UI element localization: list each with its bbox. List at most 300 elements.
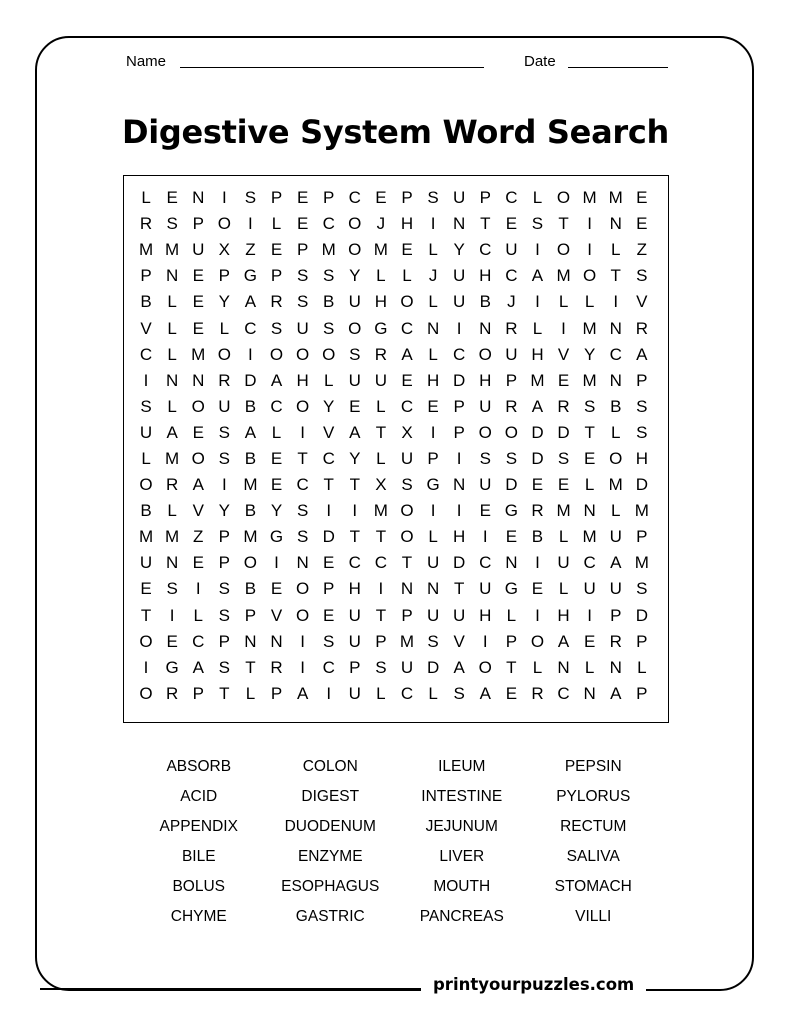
- grid-letter[interactable]: P: [218, 527, 230, 547]
- grid-letter[interactable]: M: [634, 501, 649, 521]
- grid-letter[interactable]: P: [636, 370, 648, 390]
- grid-letter[interactable]: P: [270, 683, 283, 703]
- grid-letter[interactable]: L: [611, 240, 621, 260]
- grid-letter[interactable]: M: [165, 448, 180, 468]
- grid-letter[interactable]: E: [557, 370, 570, 390]
- grid-letter[interactable]: N: [479, 318, 492, 338]
- grid-letter[interactable]: V: [192, 501, 204, 521]
- grid-letter[interactable]: M: [582, 318, 597, 338]
- grid-letter[interactable]: T: [245, 657, 256, 677]
- grid-letter[interactable]: I: [561, 318, 566, 338]
- grid-letter[interactable]: S: [531, 214, 544, 234]
- grid-letter[interactable]: T: [506, 657, 517, 677]
- grid-letter[interactable]: S: [296, 527, 309, 547]
- grid-letter[interactable]: E: [505, 214, 518, 234]
- grid-letter[interactable]: O: [322, 344, 336, 364]
- grid-letter[interactable]: E: [531, 579, 544, 599]
- grid-letter[interactable]: U: [374, 370, 388, 390]
- grid-letter[interactable]: B: [140, 501, 152, 521]
- grid-letter[interactable]: L: [532, 318, 543, 338]
- grid-letter[interactable]: P: [505, 631, 518, 651]
- grid-letter[interactable]: P: [505, 370, 518, 390]
- grid-letter[interactable]: C: [400, 683, 414, 703]
- grid-letter[interactable]: C: [244, 318, 257, 338]
- grid-letter[interactable]: L: [584, 657, 595, 677]
- grid-letter[interactable]: L: [428, 683, 438, 703]
- grid-letter[interactable]: X: [218, 240, 230, 260]
- grid-letter[interactable]: O: [295, 579, 310, 599]
- grid-letter[interactable]: S: [218, 579, 230, 599]
- grid-letter[interactable]: C: [296, 475, 309, 495]
- grid-letter[interactable]: N: [400, 579, 414, 599]
- grid-letter[interactable]: X: [375, 475, 387, 495]
- grid-letter[interactable]: T: [323, 475, 334, 495]
- grid-letter[interactable]: U: [453, 188, 466, 208]
- grid-letter[interactable]: P: [296, 240, 309, 260]
- grid-letter[interactable]: R: [166, 475, 179, 495]
- grid-letter[interactable]: L: [376, 266, 386, 286]
- grid-letter[interactable]: Y: [453, 240, 465, 260]
- grid-letter[interactable]: T: [219, 683, 230, 703]
- grid-letter[interactable]: D: [505, 475, 518, 495]
- grid-letter[interactable]: G: [165, 657, 179, 677]
- grid-letter[interactable]: R: [270, 292, 283, 312]
- grid-letter[interactable]: J: [507, 292, 516, 312]
- grid-letter[interactable]: S: [218, 657, 230, 677]
- grid-letter[interactable]: M: [243, 527, 258, 547]
- grid-letter[interactable]: S: [296, 292, 309, 312]
- grid-letter[interactable]: M: [608, 475, 623, 495]
- grid-letter[interactable]: D: [453, 370, 466, 390]
- grid-letter[interactable]: O: [504, 422, 518, 442]
- grid-letter[interactable]: S: [244, 188, 257, 208]
- grid-letter[interactable]: E: [479, 501, 491, 521]
- grid-letter[interactable]: I: [352, 501, 358, 521]
- grid-letter[interactable]: L: [245, 683, 256, 703]
- grid-letter[interactable]: E: [375, 188, 387, 208]
- grid-letter[interactable]: M: [634, 553, 649, 573]
- grid-letter[interactable]: P: [192, 683, 204, 703]
- grid-letter[interactable]: I: [535, 240, 540, 260]
- grid-letter[interactable]: T: [453, 579, 465, 599]
- grid-letter[interactable]: H: [296, 370, 309, 390]
- grid-letter[interactable]: P: [218, 631, 230, 651]
- grid-letter[interactable]: M: [556, 501, 571, 521]
- grid-letter[interactable]: U: [453, 292, 466, 312]
- grid-letter[interactable]: D: [426, 657, 440, 677]
- grid-letter[interactable]: O: [191, 396, 205, 416]
- grid-letter[interactable]: Y: [270, 501, 283, 521]
- grid-letter[interactable]: O: [269, 344, 284, 364]
- grid-letter[interactable]: Y: [218, 501, 230, 521]
- grid-letter[interactable]: S: [427, 631, 439, 651]
- grid-letter[interactable]: I: [587, 214, 592, 234]
- grid-letter[interactable]: B: [244, 448, 257, 468]
- grid-letter[interactable]: U: [400, 448, 414, 468]
- grid-letter[interactable]: P: [323, 188, 335, 208]
- grid-letter[interactable]: A: [531, 266, 544, 286]
- grid-letter[interactable]: L: [584, 475, 595, 495]
- grid-letter[interactable]: Y: [583, 344, 596, 364]
- grid-letter[interactable]: P: [218, 266, 230, 286]
- grid-letter[interactable]: S: [218, 605, 230, 625]
- grid-letter[interactable]: M: [321, 240, 336, 260]
- grid-letter[interactable]: C: [400, 318, 414, 338]
- grid-letter[interactable]: A: [479, 683, 491, 703]
- grid-letter[interactable]: R: [635, 318, 648, 338]
- grid-letter[interactable]: D: [453, 553, 466, 573]
- grid-letter[interactable]: A: [349, 422, 361, 442]
- grid-letter[interactable]: L: [167, 292, 177, 312]
- grid-letter[interactable]: H: [453, 527, 466, 547]
- grid-letter[interactable]: A: [401, 344, 413, 364]
- grid-letter[interactable]: N: [166, 553, 179, 573]
- grid-letter[interactable]: C: [322, 214, 335, 234]
- grid-letter[interactable]: I: [221, 475, 227, 495]
- grid-letter[interactable]: M: [582, 370, 597, 390]
- grid-letter[interactable]: S: [296, 501, 309, 521]
- grid-letter[interactable]: C: [609, 344, 622, 364]
- grid-letter[interactable]: C: [374, 553, 388, 573]
- grid-letter[interactable]: U: [426, 605, 440, 625]
- grid-letter[interactable]: T: [480, 214, 491, 234]
- grid-letter[interactable]: U: [139, 422, 153, 442]
- grid-letter[interactable]: P: [636, 631, 648, 651]
- grid-letter[interactable]: P: [427, 448, 439, 468]
- grid-letter[interactable]: S: [479, 448, 491, 468]
- grid-letter[interactable]: U: [139, 553, 153, 573]
- grid-letter[interactable]: E: [270, 475, 283, 495]
- grid-letter[interactable]: M: [608, 188, 623, 208]
- grid-letter[interactable]: L: [611, 501, 621, 521]
- grid-letter[interactable]: V: [270, 605, 283, 625]
- grid-letter[interactable]: A: [636, 344, 648, 364]
- grid-letter[interactable]: C: [583, 553, 596, 573]
- grid-letter[interactable]: N: [426, 318, 440, 338]
- grid-letter[interactable]: I: [430, 501, 436, 521]
- grid-letter[interactable]: H: [400, 214, 414, 234]
- grid-letter[interactable]: M: [399, 631, 415, 651]
- grid-letter[interactable]: C: [400, 396, 414, 416]
- grid-letter[interactable]: P: [375, 631, 387, 651]
- grid-letter[interactable]: X: [401, 422, 413, 442]
- grid-letter[interactable]: D: [322, 527, 335, 547]
- grid-letter[interactable]: H: [479, 266, 492, 286]
- grid-letter[interactable]: P: [479, 188, 491, 208]
- grid-letter[interactable]: A: [557, 631, 570, 651]
- grid-letter[interactable]: A: [296, 683, 309, 703]
- grid-letter[interactable]: Y: [218, 292, 230, 312]
- grid-letter[interactable]: E: [270, 579, 283, 599]
- grid-letter[interactable]: E: [192, 292, 204, 312]
- grid-letter[interactable]: L: [141, 188, 151, 208]
- grid-letter[interactable]: O: [556, 240, 571, 260]
- grid-letter[interactable]: I: [143, 657, 149, 677]
- grid-letter[interactable]: S: [270, 318, 283, 338]
- grid-letter[interactable]: C: [139, 344, 153, 364]
- grid-letter[interactable]: I: [430, 422, 436, 442]
- grid-letter[interactable]: M: [191, 344, 206, 364]
- grid-letter[interactable]: T: [375, 605, 387, 625]
- grid-letter[interactable]: E: [323, 553, 335, 573]
- grid-letter[interactable]: C: [479, 240, 492, 260]
- grid-letter[interactable]: L: [532, 188, 543, 208]
- grid-letter[interactable]: T: [558, 214, 569, 234]
- grid-letter[interactable]: D: [557, 422, 570, 442]
- grid-letter[interactable]: B: [244, 396, 257, 416]
- grid-letter[interactable]: A: [270, 370, 283, 390]
- date-line[interactable]: [568, 67, 668, 68]
- grid-letter[interactable]: S: [140, 396, 152, 416]
- grid-letter[interactable]: D: [531, 448, 544, 468]
- grid-letter[interactable]: H: [348, 579, 361, 599]
- grid-letter[interactable]: N: [426, 579, 440, 599]
- grid-letter[interactable]: P: [140, 266, 152, 286]
- name-line[interactable]: [180, 67, 484, 68]
- grid-letter[interactable]: L: [558, 527, 569, 547]
- grid-letter[interactable]: S: [636, 579, 648, 599]
- grid-letter[interactable]: C: [192, 631, 205, 651]
- grid-letter[interactable]: N: [609, 214, 622, 234]
- grid-letter[interactable]: P: [453, 422, 465, 442]
- grid-letter[interactable]: O: [478, 422, 492, 442]
- grid-letter[interactable]: G: [504, 501, 518, 521]
- grid-letter[interactable]: V: [557, 344, 570, 364]
- grid-letter[interactable]: I: [535, 553, 540, 573]
- grid-letter[interactable]: P: [270, 188, 283, 208]
- grid-letter[interactable]: N: [583, 683, 596, 703]
- grid-letter[interactable]: S: [557, 448, 570, 468]
- grid-letter[interactable]: A: [192, 475, 204, 495]
- grid-letter[interactable]: U: [479, 396, 492, 416]
- grid-letter[interactable]: C: [270, 396, 283, 416]
- grid-letter[interactable]: T: [610, 266, 621, 286]
- grid-letter[interactable]: E: [349, 396, 361, 416]
- grid-letter[interactable]: I: [587, 605, 592, 625]
- grid-letter[interactable]: E: [401, 370, 413, 390]
- grid-letter[interactable]: M: [138, 527, 154, 547]
- grid-letter[interactable]: O: [139, 475, 153, 495]
- grid-letter[interactable]: O: [348, 318, 362, 338]
- grid-letter[interactable]: R: [505, 318, 518, 338]
- grid-letter[interactable]: S: [636, 396, 648, 416]
- grid-letter[interactable]: R: [218, 370, 231, 390]
- grid-letter[interactable]: U: [348, 605, 361, 625]
- grid-letter[interactable]: D: [244, 370, 257, 390]
- grid-letter[interactable]: O: [139, 683, 153, 703]
- grid-letter[interactable]: B: [244, 501, 257, 521]
- grid-letter[interactable]: S: [323, 318, 335, 338]
- grid-letter[interactable]: I: [456, 501, 462, 521]
- grid-letter[interactable]: C: [322, 448, 335, 468]
- grid-letter[interactable]: A: [531, 396, 544, 416]
- grid-letter[interactable]: I: [430, 214, 436, 234]
- grid-letter[interactable]: H: [426, 370, 440, 390]
- grid-letter[interactable]: I: [535, 292, 540, 312]
- grid-letter[interactable]: G: [504, 579, 518, 599]
- grid-letter[interactable]: B: [479, 292, 491, 312]
- grid-letter[interactable]: J: [376, 214, 386, 234]
- grid-letter[interactable]: I: [535, 605, 540, 625]
- grid-letter[interactable]: G: [243, 266, 258, 286]
- grid-letter[interactable]: D: [531, 422, 544, 442]
- grid-letter[interactable]: S: [375, 657, 387, 677]
- grid-letter[interactable]: I: [169, 605, 175, 625]
- grid-letter[interactable]: I: [456, 448, 462, 468]
- grid-letter[interactable]: R: [374, 344, 388, 364]
- grid-letter[interactable]: O: [400, 527, 414, 547]
- grid-letter[interactable]: N: [505, 553, 518, 573]
- grid-letter[interactable]: U: [609, 527, 622, 547]
- grid-letter[interactable]: O: [348, 214, 362, 234]
- grid-letter[interactable]: N: [166, 266, 179, 286]
- grid-letter[interactable]: I: [248, 214, 253, 234]
- grid-letter[interactable]: I: [300, 631, 305, 651]
- grid-letter[interactable]: L: [271, 214, 282, 234]
- grid-letter[interactable]: U: [609, 579, 622, 599]
- grid-letter[interactable]: L: [506, 605, 517, 625]
- grid-letter[interactable]: T: [584, 422, 595, 442]
- grid-letter[interactable]: L: [637, 657, 647, 677]
- grid-letter[interactable]: L: [376, 396, 386, 416]
- grid-letter[interactable]: I: [274, 553, 279, 573]
- grid-letter[interactable]: I: [613, 292, 619, 312]
- grid-letter[interactable]: P: [349, 657, 361, 677]
- grid-letter[interactable]: M: [138, 240, 154, 260]
- grid-letter[interactable]: N: [453, 214, 466, 234]
- grid-letter[interactable]: O: [348, 240, 362, 260]
- grid-letter[interactable]: A: [244, 292, 257, 312]
- grid-letter[interactable]: A: [192, 657, 204, 677]
- grid-letter[interactable]: U: [453, 266, 466, 286]
- grid-letter[interactable]: E: [192, 553, 204, 573]
- grid-letter[interactable]: O: [139, 631, 153, 651]
- grid-letter[interactable]: R: [139, 214, 153, 234]
- grid-letter[interactable]: E: [192, 266, 204, 286]
- grid-letter[interactable]: B: [610, 396, 622, 416]
- grid-letter[interactable]: P: [218, 553, 230, 573]
- grid-letter[interactable]: A: [610, 683, 622, 703]
- grid-letter[interactable]: H: [479, 605, 492, 625]
- grid-letter[interactable]: V: [453, 631, 465, 651]
- grid-letter[interactable]: R: [557, 396, 570, 416]
- grid-letter[interactable]: C: [348, 188, 361, 208]
- grid-letter[interactable]: E: [166, 188, 178, 208]
- grid-letter[interactable]: P: [323, 579, 335, 599]
- grid-letter[interactable]: U: [505, 240, 518, 260]
- grid-letter[interactable]: U: [426, 553, 440, 573]
- grid-letter[interactable]: E: [323, 605, 335, 625]
- grid-letter[interactable]: H: [557, 605, 570, 625]
- grid-letter[interactable]: L: [558, 292, 569, 312]
- grid-letter[interactable]: L: [428, 527, 438, 547]
- grid-letter[interactable]: R: [531, 683, 544, 703]
- grid-letter[interactable]: I: [587, 240, 592, 260]
- grid-letter[interactable]: U: [348, 370, 361, 390]
- grid-letter[interactable]: I: [143, 370, 149, 390]
- grid-letter[interactable]: L: [376, 683, 386, 703]
- grid-letter[interactable]: I: [326, 501, 332, 521]
- grid-letter[interactable]: E: [296, 214, 309, 234]
- grid-letter[interactable]: C: [479, 553, 492, 573]
- grid-letter[interactable]: H: [479, 370, 492, 390]
- grid-letter[interactable]: S: [636, 422, 648, 442]
- grid-letter[interactable]: O: [217, 214, 231, 234]
- grid-letter[interactable]: I: [195, 579, 201, 599]
- grid-letter[interactable]: N: [609, 370, 622, 390]
- grid-letter[interactable]: U: [400, 657, 414, 677]
- grid-letter[interactable]: S: [349, 344, 361, 364]
- grid-letter[interactable]: R: [505, 396, 518, 416]
- grid-letter[interactable]: A: [453, 657, 465, 677]
- grid-letter[interactable]: O: [609, 448, 623, 468]
- grid-letter[interactable]: E: [505, 683, 518, 703]
- grid-letter[interactable]: L: [376, 448, 386, 468]
- grid-letter[interactable]: U: [557, 553, 570, 573]
- grid-letter[interactable]: M: [165, 240, 180, 260]
- grid-letter[interactable]: E: [583, 631, 596, 651]
- grid-letter[interactable]: L: [584, 292, 595, 312]
- grid-letter[interactable]: I: [456, 318, 462, 338]
- grid-letter[interactable]: V: [140, 318, 152, 338]
- grid-letter[interactable]: G: [269, 527, 284, 547]
- grid-letter[interactable]: E: [557, 475, 570, 495]
- grid-letter[interactable]: M: [243, 475, 258, 495]
- grid-letter[interactable]: O: [478, 657, 492, 677]
- grid-letter[interactable]: L: [428, 344, 438, 364]
- grid-letter[interactable]: O: [295, 396, 310, 416]
- grid-letter[interactable]: N: [166, 370, 179, 390]
- grid-letter[interactable]: N: [609, 657, 622, 677]
- grid-letter[interactable]: P: [192, 214, 204, 234]
- grid-letter[interactable]: M: [556, 266, 571, 286]
- grid-letter[interactable]: P: [636, 527, 648, 547]
- grid-letter[interactable]: S: [583, 396, 596, 416]
- grid-letter[interactable]: S: [166, 579, 178, 599]
- grid-letter[interactable]: L: [428, 292, 438, 312]
- grid-letter[interactable]: Z: [245, 240, 256, 260]
- grid-letter[interactable]: L: [323, 370, 334, 390]
- grid-letter[interactable]: L: [167, 318, 177, 338]
- grid-letter[interactable]: N: [270, 631, 283, 651]
- grid-letter[interactable]: C: [322, 657, 335, 677]
- grid-letter[interactable]: B: [531, 527, 544, 547]
- grid-letter[interactable]: U: [348, 292, 361, 312]
- grid-letter[interactable]: J: [428, 266, 438, 286]
- grid-letter[interactable]: E: [166, 631, 178, 651]
- grid-letter[interactable]: O: [583, 266, 597, 286]
- grid-letter[interactable]: B: [244, 579, 257, 599]
- grid-letter[interactable]: E: [531, 475, 544, 495]
- grid-letter[interactable]: M: [373, 501, 388, 521]
- grid-letter[interactable]: I: [326, 683, 332, 703]
- grid-letter[interactable]: U: [296, 318, 309, 338]
- grid-letter[interactable]: H: [635, 448, 648, 468]
- grid-letter[interactable]: U: [479, 475, 492, 495]
- grid-letter[interactable]: U: [505, 344, 518, 364]
- grid-letter[interactable]: L: [167, 396, 177, 416]
- grid-letter[interactable]: E: [505, 527, 518, 547]
- grid-letter[interactable]: U: [218, 396, 231, 416]
- grid-letter[interactable]: U: [348, 683, 361, 703]
- grid-letter[interactable]: E: [401, 240, 413, 260]
- grid-letter[interactable]: N: [583, 501, 596, 521]
- grid-letter[interactable]: N: [557, 657, 570, 677]
- grid-letter[interactable]: O: [217, 344, 231, 364]
- grid-letter[interactable]: Z: [193, 527, 204, 547]
- grid-letter[interactable]: S: [427, 188, 439, 208]
- grid-letter[interactable]: S: [296, 266, 309, 286]
